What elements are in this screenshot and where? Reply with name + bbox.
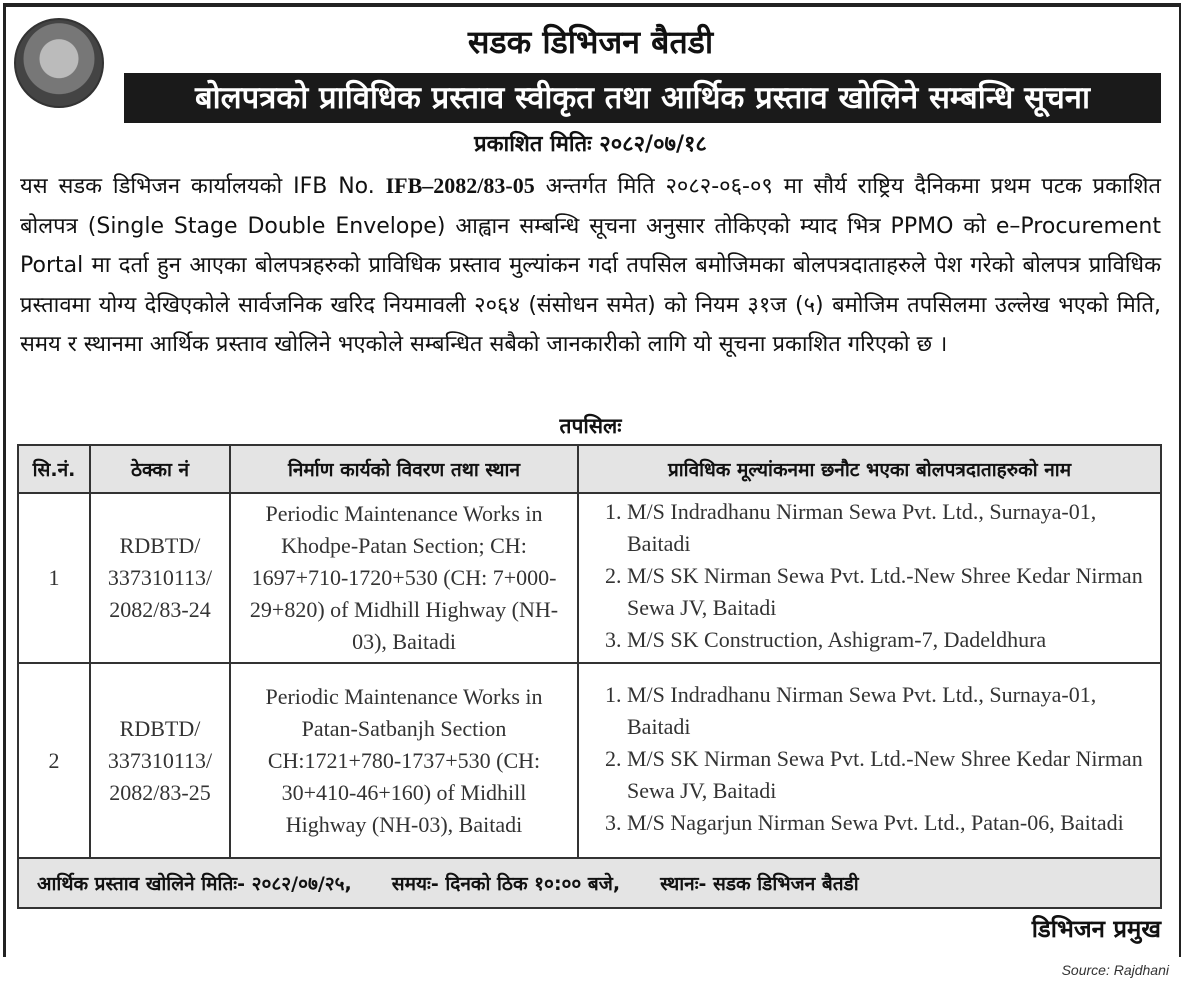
bidder-item: 2. M/S SK Nirman Sewa Pvt. Ltd.-New Shree Kedar Nirman Sewa JV, Baitadi (627, 743, 1150, 807)
cell-contract: RDBTD/ 337310113/ 2082/83-25 (90, 663, 230, 858)
cell-bidders (578, 493, 1161, 663)
table-row (18, 663, 1161, 858)
table-footer-row (18, 858, 1161, 908)
office-name: सडक डिभिजन बैतडी (467, 23, 714, 61)
bidder-item: 3. M/S SK Construction, Ashigram-7, Dadeldhura (627, 624, 1150, 656)
published-date: प्रकाशित मितिः २०८२/०७/१८ (474, 132, 707, 157)
col-work: निर्माण कार्यको विवरण तथा स्थान (230, 445, 578, 493)
col-sn: सि.नं. (18, 445, 90, 493)
bidders-table (17, 444, 1162, 909)
bidder-item: 1. M/S Indradhanu Nirman Sewa Pvt. Ltd., Surnaya-01, Baitadi (627, 496, 1150, 560)
col-contract: ठेक्का नं (90, 445, 230, 493)
col-bidders: प्राविधिक मूल्यांकनमा छनौट भएका बोलपत्रदाताहरुको नाम (578, 445, 1161, 493)
cell-bidders (578, 663, 1161, 858)
opening-time: समयः- दिनको ठिक १०:०० बजे, (391, 873, 621, 895)
cell-work: Periodic Maintenance Works in Patan-Satbanjh Section CH:1721+780-1737+530 (CH: 30+410-46+160) of Midhill Highway (NH-03), Baitadi (230, 663, 578, 858)
source-credit: Source: Rajdhani (1061, 962, 1169, 978)
opening-place: स्थानः- सडक डिभिजन बैतडी (660, 873, 859, 895)
notice-title: बोलपत्रको प्राविधिक प्रस्ताव स्वीकृत तथा आर्थिक प्रस्ताव खोलिने सम्बन्धि सूचना (124, 73, 1161, 123)
bidder-item: 1. M/S Indradhanu Nirman Sewa Pvt. Ltd., Surnaya-01, Baitadi (627, 679, 1150, 743)
cell-contract: RDBTD/ 337310113/ 2082/83-24 (90, 493, 230, 663)
opening-info (18, 858, 1161, 908)
body-text-2: अन्तर्गत मिति २०८२-०६-०९ मा सौर्य राष्ट्रिय दैनिकमा प्रथम पटक प्रकाशित बोलपत्र (Single Stage Double Envelope) आह्वान सम्बन्धि सूचना अनुसार तोकिएको म्याद भित्र PPMO को e–Procurement Portal मा दर्ता हुन आएका बोलपत्रहरुको प्राविधिक प्रस्ताव मुल्यांकन गर्दा तपसिल बमोजिमका बोलपत्रदाताहरुले पेश गरेको बोलपत्र प्राविधिक प्रस्तावमा योग्य देखिएकोले सार्वजनिक खरिद नियमावली २०६४ (संसोधन समेत) को नियम ३१ज (५) बमोजिम तपसिलमा उल्लेख भएको मिति, समय र स्थानमा आर्थिक प्रस्ताव खोलिने भएकोले सम्बन्धित सबैको जानकारीको लागि यो सूचना प्रकाशित गरिएको छ । (20, 174, 1161, 357)
table-row (18, 493, 1161, 663)
bidder-item: 3. M/S Nagarjun Nirman Sewa Pvt. Ltd., Patan-06, Baitadi (627, 807, 1150, 839)
details-heading: तपसिलः (559, 414, 622, 438)
cell-sn: 2 (18, 663, 90, 858)
ifb-number: IFB–2082/83-05 (385, 173, 535, 198)
opening-date: आर्थिक प्रस्ताव खोलिने मितिः- २०८२/०७/२५, (37, 873, 352, 895)
bidder-item: 2. M/S SK Nirman Sewa Pvt. Ltd.-New Shree Kedar Nirman Sewa JV, Baitadi (627, 560, 1150, 624)
notice-body (20, 166, 1161, 365)
signature-title: डिभिजन प्रमुख (1031, 915, 1161, 943)
body-text-1: यस सडक डिभिजन कार्यालयको IFB No. (20, 174, 386, 199)
table-header-row (18, 445, 1161, 493)
cell-work: Periodic Maintenance Works in Khodpe-Patan Section; CH: 1697+710-1720+530 (CH: 7+000-29+820) of Midhill Highway (NH-03), Baitadi (230, 493, 578, 663)
cell-sn: 1 (18, 493, 90, 663)
